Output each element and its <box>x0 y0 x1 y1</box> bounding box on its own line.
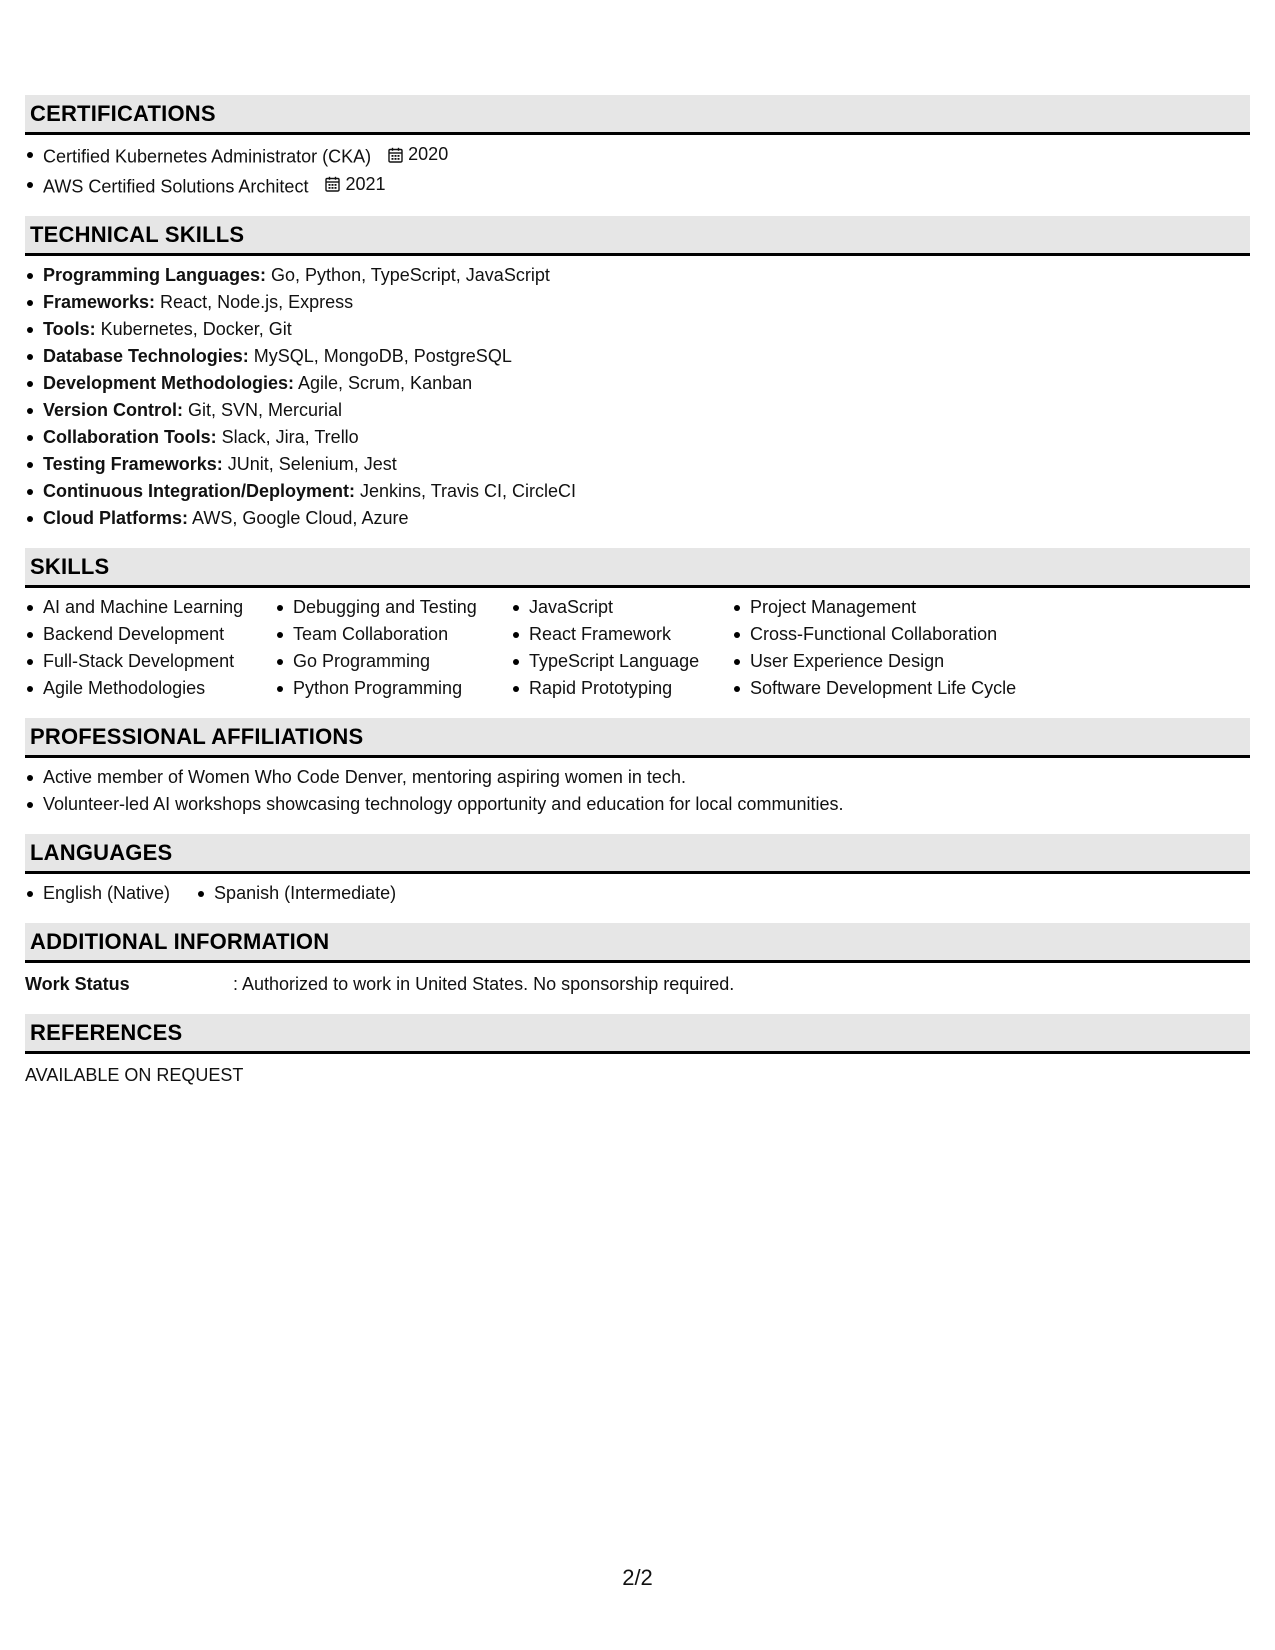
section-header <box>25 548 1250 588</box>
skill-label: Programming Languages: <box>43 265 267 285</box>
list-item <box>25 764 1250 791</box>
list-item <box>511 648 732 675</box>
affiliations-list <box>25 764 1250 818</box>
bullet-icon <box>27 516 33 522</box>
work-status-label: Work Status <box>25 974 130 994</box>
skill-text: Cross-Functional Collaboration <box>750 624 998 644</box>
bullet-icon <box>513 605 519 611</box>
list-item <box>196 880 396 907</box>
cert-date <box>325 171 385 198</box>
list-item <box>511 594 732 621</box>
work-status-value: : Authorized to work in United States. No sponsorship required. <box>233 974 735 994</box>
bullet-icon <box>27 300 33 306</box>
bullet-icon <box>27 632 33 638</box>
list-item <box>511 675 732 702</box>
list-item <box>732 621 1072 648</box>
skills-column-1 <box>25 594 275 702</box>
resume-content <box>25 95 1250 1105</box>
references-text: AVAILABLE ON REQUEST <box>25 1065 244 1085</box>
skill-value: Slack, Jira, Trello <box>216 427 359 447</box>
section-title: SKILLS <box>30 553 110 579</box>
skill-text: Go Programming <box>293 651 431 671</box>
bullet-icon <box>27 273 33 279</box>
section-header <box>25 718 1250 758</box>
skill-text: React Framework <box>529 624 672 644</box>
skill-label: Continuous Integration/Deployment: <box>43 481 355 501</box>
list-item <box>25 675 275 702</box>
bullet-icon <box>27 182 33 188</box>
list-item <box>25 880 170 907</box>
technical-skills-list <box>25 262 1250 532</box>
skill-value: Git, SVN, Mercurial <box>183 400 343 420</box>
languages-section <box>25 834 1250 907</box>
list-item <box>25 594 275 621</box>
bullet-icon <box>27 435 33 441</box>
cert-name: AWS Certified Solutions Architect <box>43 176 309 196</box>
section-header <box>25 216 1250 256</box>
section-title: CERTIFICATIONS <box>30 100 216 126</box>
skill-text: Rapid Prototyping <box>529 678 673 698</box>
language-text: Spanish (Intermediate) <box>214 883 397 903</box>
skill-text: TypeScript Language <box>529 651 700 671</box>
skill-text: AI and Machine Learning <box>43 597 244 617</box>
list-item <box>25 478 1250 505</box>
work-status-row <box>25 971 1250 998</box>
list-item <box>732 648 1072 675</box>
skill-text: JavaScript <box>529 597 614 617</box>
page-number: 2/2 <box>622 1565 653 1590</box>
list-item <box>275 648 511 675</box>
list-item <box>25 289 1250 316</box>
skill-value: MySQL, MongoDB, PostgreSQL <box>248 346 512 366</box>
bullet-icon <box>198 891 204 897</box>
bullet-icon <box>27 327 33 333</box>
skill-text: Agile Methodologies <box>43 678 206 698</box>
skill-value: Jenkins, Travis CI, CircleCI <box>355 481 577 501</box>
bullet-icon <box>734 686 740 692</box>
bullet-icon <box>27 381 33 387</box>
section-title: PROFESSIONAL AFFILIATIONS <box>30 723 364 749</box>
affiliation-text: Active member of Women Who Code Denver, mentoring aspiring women in tech. <box>43 767 686 787</box>
list-item <box>25 370 1250 397</box>
skill-text: Project Management <box>750 597 917 617</box>
skills-section <box>25 548 1250 702</box>
references-section <box>25 1014 1250 1089</box>
skill-text: Debugging and Testing <box>293 597 477 617</box>
bullet-icon <box>27 354 33 360</box>
list-item <box>275 621 511 648</box>
section-title: TECHNICAL SKILLS <box>30 221 245 247</box>
skill-label: Version Control: <box>43 400 184 420</box>
bullet-icon <box>27 775 33 781</box>
list-item <box>25 791 1250 818</box>
bullet-icon <box>27 605 33 611</box>
skill-value: Go, Python, TypeScript, JavaScript <box>266 265 550 285</box>
list-item <box>25 141 1250 171</box>
section-header <box>25 95 1250 135</box>
bullet-icon <box>27 686 33 692</box>
bullet-icon <box>27 408 33 414</box>
affiliation-text: Volunteer-led AI workshops showcasing technology opportunity and education for local communities. <box>43 794 844 814</box>
skills-column-4 <box>732 594 1072 702</box>
skill-text: Software Development Life Cycle <box>750 678 1017 698</box>
skill-label: Database Technologies: <box>43 346 249 366</box>
bullet-icon <box>27 462 33 468</box>
bullet-icon <box>277 632 283 638</box>
skill-value: AWS, Google Cloud, Azure <box>188 508 409 528</box>
bullet-icon <box>734 659 740 665</box>
skill-text: Python Programming <box>293 678 463 698</box>
bullet-icon <box>27 152 33 158</box>
section-header <box>25 1014 1250 1054</box>
cert-date <box>388 141 448 168</box>
skill-text: User Experience Design <box>750 651 945 671</box>
list-item <box>25 505 1250 532</box>
skill-value: Kubernetes, Docker, Git <box>95 319 292 339</box>
list-item <box>275 594 511 621</box>
list-item <box>25 316 1250 343</box>
section-title: LANGUAGES <box>30 839 173 865</box>
skills-column-2 <box>275 594 511 702</box>
bullet-icon <box>27 489 33 495</box>
section-title: ADDITIONAL INFORMATION <box>30 928 330 954</box>
language-text: English (Native) <box>43 883 171 903</box>
calendar-icon <box>325 176 340 192</box>
certifications-list <box>25 141 1250 200</box>
bullet-icon <box>734 632 740 638</box>
section-title: REFERENCES <box>30 1019 183 1045</box>
affiliations-section <box>25 718 1250 818</box>
skill-label: Testing Frameworks: <box>43 454 223 474</box>
skill-text: Backend Development <box>43 624 225 644</box>
skill-value: Agile, Scrum, Kanban <box>294 373 473 393</box>
section-header <box>25 923 1250 963</box>
list-item <box>25 397 1250 424</box>
list-item <box>25 424 1250 451</box>
certifications-section <box>25 95 1250 200</box>
calendar-icon <box>388 147 403 163</box>
skill-value: React, Node.js, Express <box>155 292 354 312</box>
bullet-icon <box>27 802 33 808</box>
list-item <box>25 171 1250 201</box>
skill-text: Full-Stack Development <box>43 651 235 671</box>
bullet-icon <box>513 659 519 665</box>
section-header <box>25 834 1250 874</box>
list-item <box>511 621 732 648</box>
bullet-icon <box>277 686 283 692</box>
bullet-icon <box>277 605 283 611</box>
cert-year: 2020 <box>408 144 449 164</box>
skills-columns <box>25 594 1250 702</box>
additional-info-section <box>25 923 1250 998</box>
list-item <box>25 262 1250 289</box>
bullet-icon <box>277 659 283 665</box>
skills-column-3 <box>511 594 732 702</box>
list-item <box>732 594 1072 621</box>
skill-label: Collaboration Tools: <box>43 427 217 447</box>
skill-label: Cloud Platforms: <box>43 508 189 528</box>
list-item <box>732 675 1072 702</box>
cert-name: Certified Kubernetes Administrator (CKA) <box>43 146 372 167</box>
cert-year: 2021 <box>345 173 386 194</box>
skill-text: Team Collaboration <box>293 624 449 644</box>
list-item <box>25 648 275 675</box>
bullet-icon <box>513 686 519 692</box>
bullet-icon <box>27 891 33 897</box>
bullet-icon <box>27 659 33 665</box>
technical-skills-section <box>25 216 1250 532</box>
skill-label: Tools: <box>43 319 96 339</box>
list-item <box>275 675 511 702</box>
languages-list <box>25 880 1250 907</box>
list-item <box>25 621 275 648</box>
bullet-icon <box>734 605 740 611</box>
skill-label: Development Methodologies: <box>43 373 295 393</box>
list-item <box>25 343 1250 370</box>
skill-label: Frameworks: <box>43 292 156 312</box>
list-item <box>25 451 1250 478</box>
bullet-icon <box>513 632 519 638</box>
skill-value: JUnit, Selenium, Jest <box>222 454 397 474</box>
